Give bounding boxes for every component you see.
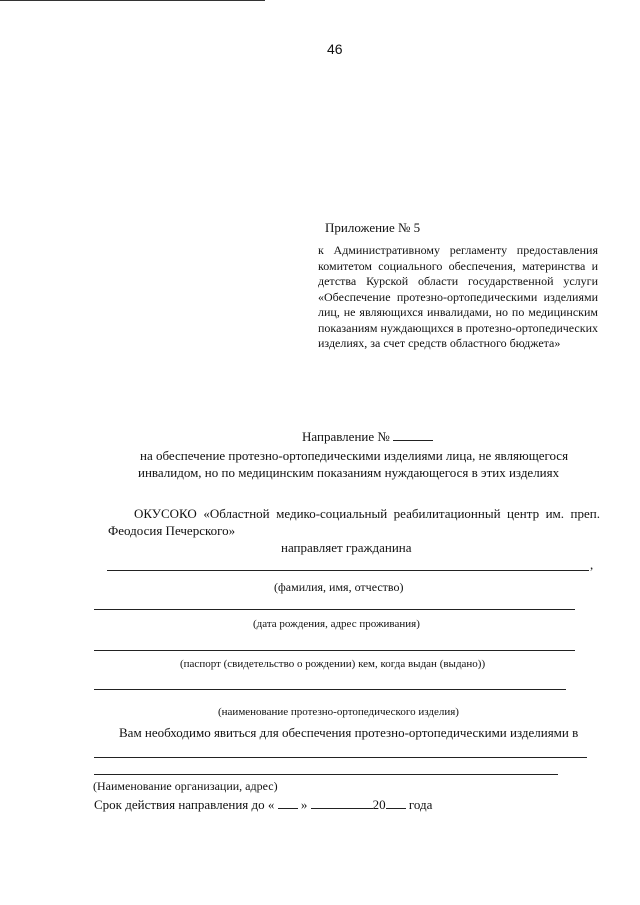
organization-caption: (Наименование организации, адрес) xyxy=(93,779,278,793)
appear-text: Вам необходимо явиться для обеспечения протезно-ортопедическими изделиями в xyxy=(119,725,579,740)
passport-line[interactable] xyxy=(94,650,575,651)
validity-suffix: года xyxy=(408,797,433,812)
validity-year-blank[interactable] xyxy=(386,808,406,809)
appendix-title: Приложение № 5 xyxy=(325,220,421,235)
organization-line-2[interactable] xyxy=(94,774,558,775)
page-number: 46 xyxy=(327,41,343,57)
referral-title: Направление № xyxy=(302,429,390,444)
referral-number-blank[interactable] xyxy=(393,440,433,441)
referral-purpose-line1: на обеспечение протезно-ортопедическими изделиями лица, не являющегося xyxy=(140,448,569,463)
product-line[interactable] xyxy=(94,689,566,690)
validity-close-quote: » xyxy=(300,797,308,812)
validity-line xyxy=(94,797,432,813)
validity-year-prefix: 20 xyxy=(372,797,386,812)
passport-caption: (паспорт (свидетельство о рождении) кем, когда выдан (выдано)) xyxy=(180,658,486,670)
referral-title-line xyxy=(302,429,433,445)
fio-comma: , xyxy=(590,557,594,572)
validity-day-blank[interactable] xyxy=(278,808,298,809)
organization-line-1[interactable] xyxy=(94,757,587,758)
fio-caption: (фамилия, имя, отчество) xyxy=(274,580,404,594)
institution-name: ОКУСОКО «Областной медико-социальный реабилитационный центр им. преп. Феодосия Печерского» xyxy=(108,506,600,538)
birth-address-caption: (дата рождения, адрес проживания) xyxy=(253,618,420,630)
fio-line[interactable] xyxy=(107,570,589,571)
top-rule xyxy=(0,0,265,1)
validity-month-blank[interactable] xyxy=(311,808,373,809)
referral-purpose-line2: инвалидом, но по медицинским показаниям нуждающегося в этих изделиях xyxy=(138,465,560,480)
appendix-body: к Административному регламенту предоставления комитетом социального обеспечения, материнства и детства Курской области государственной услуги «Обеспечение протезно-ортопедическими изделиями лиц, не являющихся инвалидами, но по медицинским показаниям нуждающихся в протезно-ортопедических изделиях, за счет средств областного бюджета» xyxy=(318,243,598,350)
validity-prefix: Срок действия направления до « xyxy=(94,797,275,812)
directs-citizen: направляет гражданина xyxy=(281,540,412,555)
product-caption: (наименование протезно-ортопедического изделия) xyxy=(218,706,459,718)
birth-address-line[interactable] xyxy=(94,609,575,610)
